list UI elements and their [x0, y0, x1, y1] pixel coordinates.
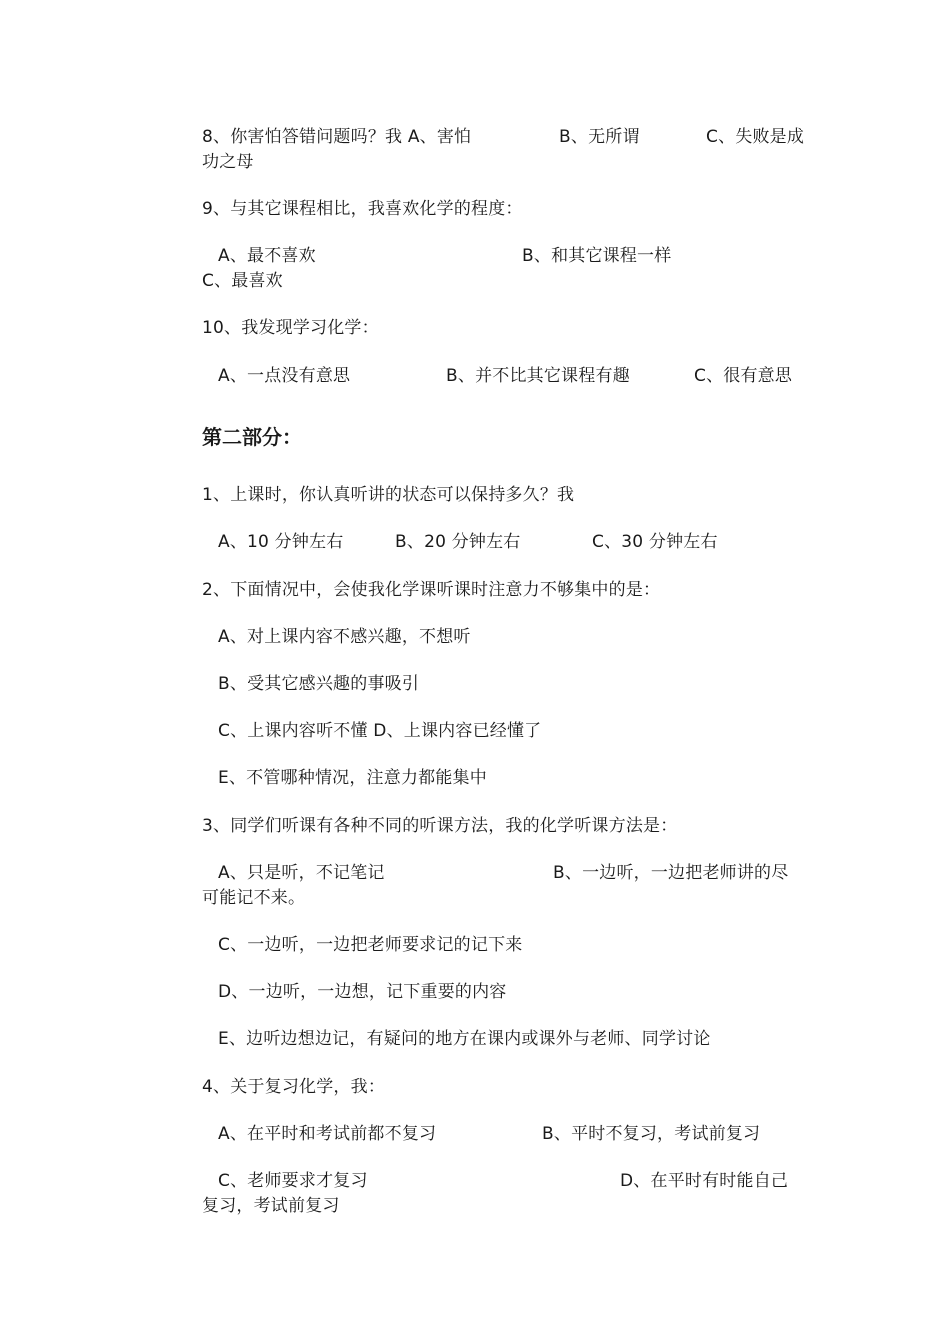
p2-q4-option-b: B、平时不复习，考试前复习 — [542, 1124, 761, 1144]
p2-q1-option-b: B、20 分钟左右 — [395, 532, 521, 552]
q8-stem: 8、你害怕答错问题吗？我 A、害怕 — [202, 127, 472, 147]
p2-q4-option-d-continued: 复习，考试前复习 — [202, 1196, 340, 1216]
q9-stem: 9、与其它课程相比，我喜欢化学的程度： — [202, 199, 523, 219]
p2-q3-option-e: E、边听边想边记，有疑问的地方在课内或课外与老师、同学讨论 — [218, 1029, 711, 1049]
q10-stem: 10、我发现学习化学： — [202, 318, 379, 338]
q8-option-b: B、无所谓 — [559, 127, 640, 147]
p2-q4-option-d: D、在平时有时能自己 — [620, 1171, 789, 1191]
p2-q3-option-a: A、只是听，不记笔记 — [218, 863, 385, 883]
p2-q2-option-a: A、对上课内容不感兴趣，不想听 — [218, 627, 471, 647]
p2-q3-option-d: D、一边听，一边想，记下重要的内容 — [218, 982, 507, 1002]
p2-q1-option-a: A、10 分钟左右 — [218, 532, 344, 552]
q10-option-b: B、并不比其它课程有趣 — [446, 366, 630, 386]
p2-q2-option-b: B、受其它感兴趣的事吸引 — [218, 674, 420, 694]
p2-q1-option-c: C、30 分钟左右 — [592, 532, 718, 552]
q8-option-c-continued: 功之母 — [202, 152, 254, 172]
p2-q1-stem: 1、上课时，你认真听讲的状态可以保持多久？我 — [202, 485, 575, 505]
q10-option-a: A、一点没有意思 — [218, 366, 351, 386]
q10-option-c: C、很有意思 — [694, 366, 793, 386]
p2-q3-option-b: B、一边听，一边把老师讲的尽 — [553, 863, 789, 883]
p2-q2-option-e: E、不管哪种情况，注意力都能集中 — [218, 768, 487, 788]
section-heading: 第二部分： — [202, 425, 302, 449]
p2-q4-stem: 4、关于复习化学，我： — [202, 1077, 386, 1097]
p2-q3-stem: 3、同学们听课有各种不同的听课方法，我的化学听课方法是： — [202, 816, 678, 836]
p2-q2-stem: 2、下面情况中，会使我化学课听课时注意力不够集中的是： — [202, 580, 661, 600]
p2-q3-option-b-continued: 可能记不来。 — [202, 888, 306, 908]
q8-option-c: C、失败是成 — [706, 127, 805, 147]
p2-q4-option-c: C、老师要求才复习 — [218, 1171, 368, 1191]
q9-option-c: C、最喜欢 — [202, 271, 283, 291]
q9-option-a: A、最不喜欢 — [218, 246, 316, 266]
p2-q2-option-cd: C、上课内容听不懂 D、上课内容已经懂了 — [218, 721, 542, 741]
p2-q4-option-a: A、在平时和考试前都不复习 — [218, 1124, 437, 1144]
q9-option-b: B、和其它课程一样 — [522, 246, 672, 266]
p2-q3-option-c: C、一边听，一边把老师要求记的记下来 — [218, 935, 523, 955]
